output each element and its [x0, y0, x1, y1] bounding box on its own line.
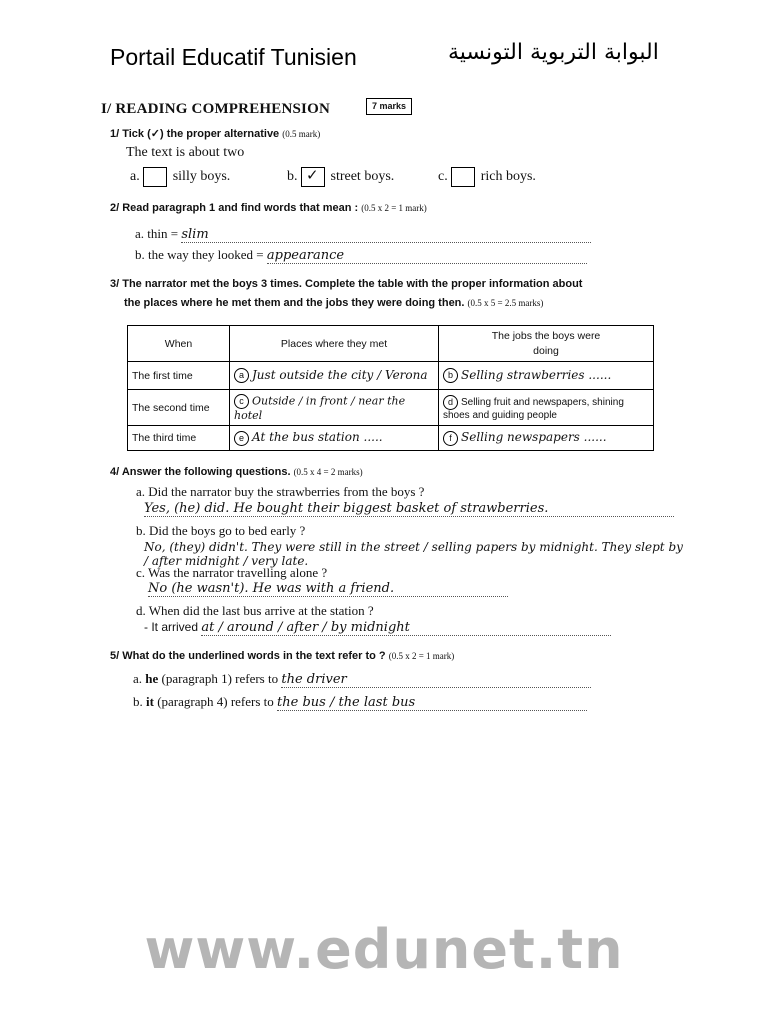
- q4-answer-d-prefix: - It arrived: [144, 620, 199, 634]
- table-cell-place-letter: e: [234, 431, 249, 446]
- q3-label-line2: [124, 297, 543, 309]
- q4-label: [110, 466, 363, 478]
- q1-option-b-letter: b.: [287, 169, 298, 185]
- header-arabic-title: البوابة التربوية التونسية: [448, 40, 659, 65]
- table-cell-job-letter: b: [443, 368, 458, 383]
- q2-points: (0.5 x 2 = 1 mark): [361, 203, 427, 213]
- q4-question-c: c. Was the narrator travelling alone ?: [136, 565, 328, 580]
- q2-item-a: [135, 226, 627, 243]
- q4-points: (0.5 x 4 = 2 marks): [293, 467, 363, 477]
- table-row: [128, 362, 654, 390]
- q5-label-text: 5/ What do the underlined words in the text refer to ?: [110, 650, 386, 662]
- q1-option-c-text: rich boys.: [480, 169, 536, 185]
- q5-item-b-word: it: [146, 694, 154, 709]
- q2-label-text: 2/ Read paragraph 1 and find words that mean :: [110, 202, 359, 214]
- table-header-when: When: [128, 326, 230, 362]
- table-cell-job[interactable]: [439, 426, 654, 451]
- q1-option-b-checkbox[interactable]: [301, 167, 325, 187]
- table-cell-job-letter: f: [443, 431, 458, 446]
- q3-label-line2-text: the places where he met them and the jobs they were doing then.: [124, 297, 465, 309]
- q1-label: [110, 127, 320, 140]
- q1-option-c-letter: c.: [438, 169, 448, 185]
- q1-option-a-text: silly boys.: [172, 169, 231, 185]
- table-cell-job-text: Selling newspapers ......: [461, 430, 607, 445]
- table-header-places: Places where they met: [230, 326, 439, 362]
- q2-item-b-answer[interactable]: appearance: [267, 248, 587, 264]
- q5-item-b: [133, 694, 653, 711]
- q2-item-b: [135, 247, 627, 264]
- q4-answer-d[interactable]: at / around / after / by midnight: [201, 620, 611, 636]
- q2-item-b-prompt: b. the way they looked =: [135, 247, 264, 262]
- q1-option-a[interactable]: [130, 167, 230, 187]
- q1-option-c[interactable]: [438, 167, 536, 187]
- table-cell-place-text: At the bus station .....: [252, 430, 383, 445]
- q2-label: [110, 202, 427, 214]
- q4-answer-a[interactable]: Yes, (he) did. He bought their biggest basket of strawberries.: [144, 501, 674, 517]
- q4-question-b: b. Did the boys go to bed early ?: [136, 523, 306, 538]
- q1-label-text: 1/ Tick (✓) the proper alternative: [110, 128, 280, 140]
- table-cell-place-text: Just outside the city / Verona: [252, 367, 428, 382]
- table-cell-when: The third time: [128, 426, 230, 451]
- marks-box: 7 marks: [366, 98, 412, 115]
- q5-item-a-answer[interactable]: the driver: [281, 672, 591, 688]
- q4-answer-b[interactable]: No, (they) didn't. They were still in the street / selling papers by midnight. They slept by / after midnight / very late.: [144, 540, 683, 568]
- q2-item-a-prompt: a. thin =: [135, 226, 179, 241]
- q1-option-a-checkbox[interactable]: [143, 167, 167, 187]
- q1-option-b[interactable]: [287, 167, 394, 187]
- footer-site-watermark: www.edunet.tn: [144, 918, 624, 981]
- table-cell-place[interactable]: [230, 390, 439, 426]
- q5-item-a: [133, 671, 653, 688]
- q4-answer-c[interactable]: No (he wasn't). He was with a friend.: [148, 581, 508, 597]
- table-cell-when: The second time: [128, 390, 230, 426]
- table-cell-place[interactable]: [230, 426, 439, 451]
- table-cell-job-text: Selling strawberries ......: [461, 367, 612, 382]
- table-cell-job-text: Selling fruit and newspapers, shining shoes and guiding people: [443, 396, 624, 421]
- q4-question-d: d. When did the last bus arrive at the station ?: [136, 603, 374, 618]
- places-jobs-table: [127, 325, 654, 451]
- table-cell-place-letter: a: [234, 368, 249, 383]
- q2-item-a-answer[interactable]: slim: [181, 227, 591, 243]
- q5-item-b-answer[interactable]: the bus / the last bus: [277, 695, 587, 711]
- q1-points: (0.5 mark): [282, 129, 321, 139]
- q1-stem: The text is about two: [126, 145, 245, 160]
- q4-label-text: 4/ Answer the following questions.: [110, 466, 291, 478]
- q5-points: (0.5 x 2 = 1 mark): [388, 651, 455, 661]
- table-header-jobs-text: The jobs the boys were doing: [491, 329, 601, 357]
- table-header-row: [128, 326, 654, 362]
- table-cell-place-letter: c: [234, 394, 249, 409]
- table-cell-job[interactable]: [439, 362, 654, 390]
- table-row: [128, 390, 654, 426]
- q5-item-a-prompt: (paragraph 1) refers to: [161, 671, 279, 686]
- q5-item-b-letter: b.: [133, 694, 143, 709]
- q1-option-b-text: street boys.: [330, 169, 395, 185]
- q3-label-line1: 3/ The narrator met the boys 3 times. Complete the table with the proper information about: [110, 278, 583, 290]
- table-row: [128, 426, 654, 451]
- section-title: I/ READING COMPREHENSION: [101, 101, 330, 117]
- q1-option-a-letter: a.: [130, 169, 140, 185]
- table-cell-place-text: Outside / in front / near the hotel: [234, 393, 406, 422]
- q3-points: (0.5 x 5 = 2.5 marks): [467, 298, 544, 308]
- table-cell-when: The first time: [128, 362, 230, 390]
- table-header-jobs: [439, 326, 654, 362]
- header-latin-title: Portail Educatif Tunisien: [110, 44, 357, 70]
- q5-item-a-word: he: [145, 671, 159, 686]
- check-mark-icon: ✓: [306, 166, 319, 184]
- q4-question-a: a. Did the narrator buy the strawberries from the boys ?: [136, 484, 425, 499]
- q5-item-b-prompt: (paragraph 4) refers to: [157, 694, 274, 709]
- table-cell-job-letter: d: [443, 395, 458, 410]
- q1-option-c-checkbox[interactable]: [451, 167, 475, 187]
- table-cell-job: [439, 390, 654, 426]
- q5-item-a-letter: a.: [133, 671, 143, 686]
- q5-label: [110, 650, 454, 662]
- table-cell-place[interactable]: [230, 362, 439, 390]
- q4-answer-d-line: [144, 620, 644, 636]
